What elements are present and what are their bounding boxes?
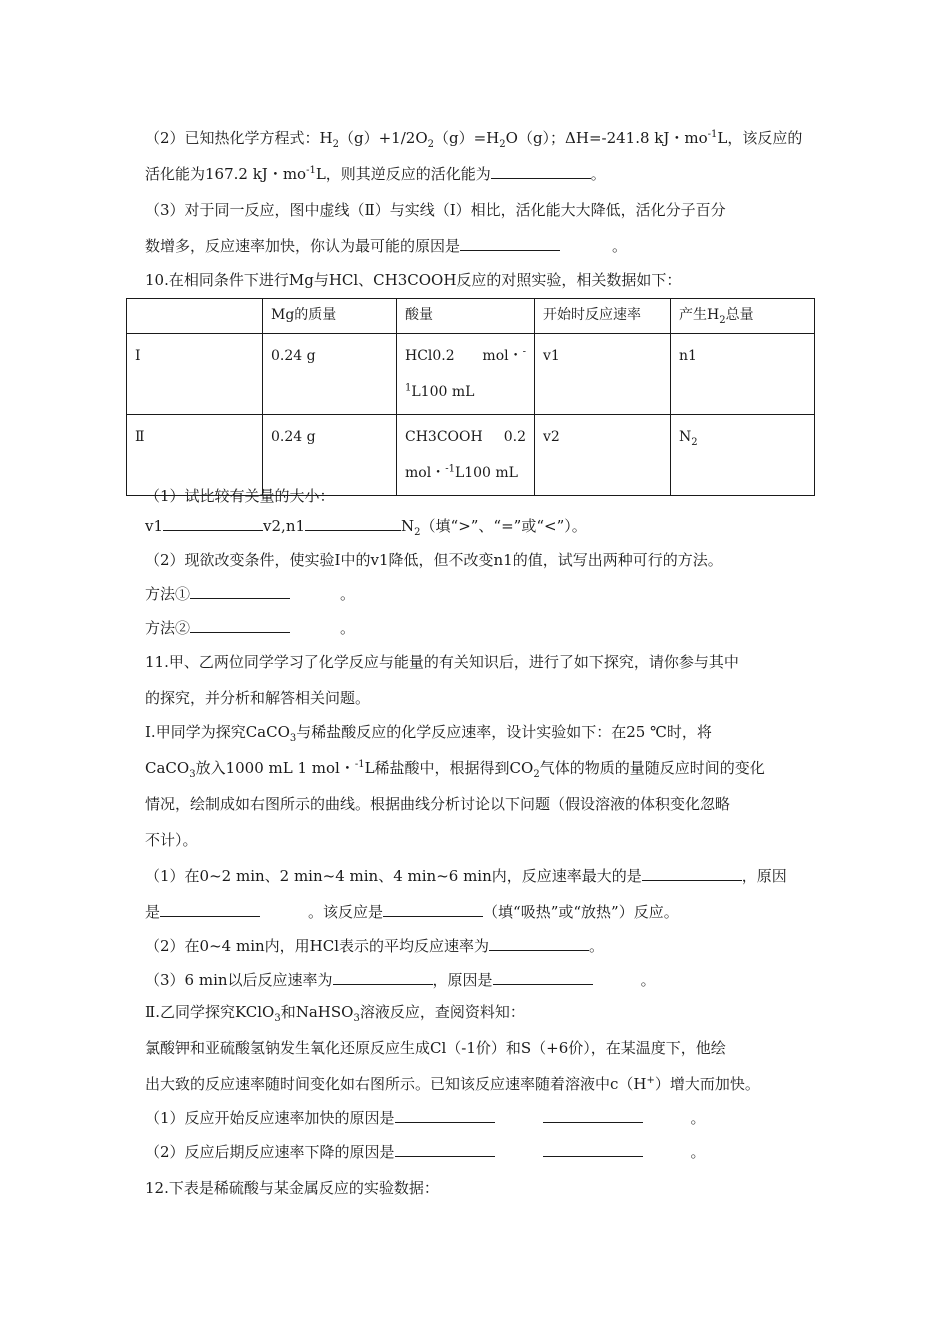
table-row <box>127 415 815 496</box>
q9-part3-line1: （3）对于同一反应，图中虚线（Ⅱ）与实线（Ⅰ）相比，活化能大大降低，活化分子百分 <box>145 201 726 219</box>
table-cell: CH3COOH 0.2 mol・$^{-1}$L100 mL <box>397 415 535 496</box>
table-cell: HCl0.2 mol・- $^1$L100 mL <box>397 334 535 415</box>
q11-II-line1: Ⅱ.乙同学探究KClO$_3$和NaHSO$_3$溶液反应，查阅资料知： <box>145 1003 525 1024</box>
table-cell: Ⅰ <box>127 334 263 415</box>
table-header-cell <box>127 299 263 334</box>
q10-title: 10.在相同条件下进行Mg与HCl、CH3COOH反应的对照实验，相关数据如下： <box>145 271 682 289</box>
q10-method1: 方法① 。 <box>145 585 356 603</box>
table-header-cell: 产生$H_2$总量 <box>671 299 815 334</box>
answer-blank[interactable] <box>383 902 483 917</box>
table-header-row <box>127 299 815 334</box>
q11-title-line2: 的探究，并分析和解答相关问题。 <box>145 689 371 707</box>
table-cell: v2 <box>535 415 671 496</box>
q10-method2: 方法② 。 <box>145 619 356 637</box>
q11-II-line3: 出大致的反应速率随时间变化如右图所示。已知该反应速率随着溶液中c（H+）增大而加快。 <box>145 1075 760 1093</box>
q10-part1: （1）试比较有关量的大小： <box>145 487 335 505</box>
answer-blank[interactable] <box>190 584 290 599</box>
q11-I-q1-line1: （1）在0~2 min、2 min~4 min、4 min~6 min内，反应速率最大的是 ，原因 <box>145 867 787 885</box>
answer-blank[interactable] <box>160 902 260 917</box>
answer-blank[interactable] <box>543 1142 643 1157</box>
answer-blank[interactable] <box>642 866 742 881</box>
answer-blank[interactable] <box>489 936 589 951</box>
q11-I-line1: Ⅰ.甲同学为探究CaCO$_3$与稀盐酸反应的化学反应速率，设计实验如下：在25 ℃时，将 <box>145 723 712 744</box>
table-cell: $N_2$ <box>671 415 815 496</box>
answer-blank[interactable] <box>543 1108 643 1123</box>
q11-I-q3: （3）6 min以后反应速率为 ，原因是 。 <box>145 971 656 989</box>
answer-blank[interactable] <box>491 164 591 179</box>
table-row <box>127 334 815 415</box>
table-cell: n1 <box>671 334 815 415</box>
q11-I-line2: CaCO$_3$放入1000 mL 1 mol・$^{-1}$L稀盐酸中，根据得到$CO_2$气体的物质的量随反应时间的变化 <box>145 759 765 780</box>
answer-blank[interactable] <box>395 1108 495 1123</box>
answer-blank[interactable] <box>163 516 263 531</box>
q11-I-q2: （2）在0~4 min内，用HCl表示的平均反应速率为 。 <box>145 937 605 955</box>
answer-blank[interactable] <box>395 1142 495 1157</box>
answer-blank[interactable] <box>190 618 290 633</box>
q11-I-line4: 不计）。 <box>145 831 198 849</box>
q10-data-table <box>126 298 815 496</box>
table-cell: Ⅱ <box>127 415 263 496</box>
q11-title-line1: 11.甲、乙两位同学学习了化学反应与能量的有关知识后，进行了如下探究，请你参与其中 <box>145 653 739 671</box>
answer-blank[interactable] <box>305 516 401 531</box>
q11-I-line3: 情况，绘制成如右图所示的曲线。根据曲线分析讨论以下问题（假设溶液的体积变化忽略 <box>145 795 731 813</box>
table-cell: 0.24 g <box>263 334 397 415</box>
answer-blank[interactable] <box>460 236 560 251</box>
q12-title: 12.下表是稀硫酸与某金属反应的实验数据： <box>145 1179 439 1197</box>
q10-part2: （2）现欲改变条件，使实验Ⅰ中的v1降低，但不改变n1的值，试写出两种可行的方法。 <box>145 551 723 569</box>
q9-part2-line2: 活化能为167.2 kJ・$mo^{-1}L$，则其逆反应的活化能为 。 <box>145 165 606 183</box>
table-cell: v1 <box>535 334 671 415</box>
q11-II-q2: （2）反应后期反应速率下降的原因是 。 <box>145 1143 706 1161</box>
answer-blank[interactable] <box>333 970 433 985</box>
q11-II-line2: 氯酸钾和亚硫酸氢钠发生氧化还原反应生成Cl（-1价）和S（+6价），在某温度下，他绘 <box>145 1039 726 1057</box>
q10-part1-answer: v1 v2,n1 $N_2$（填“>”、“=”或“<”）。 <box>145 517 587 538</box>
q11-II-q1: （1）反应开始反应速率加快的原因是 。 <box>145 1109 706 1127</box>
q11-I-q1-line2: 是 。该反应是 （填“吸热”或“放热”）反应。 <box>145 903 679 921</box>
table-cell: 0.24 g <box>263 415 397 496</box>
table-header-cell: Mg的质量 <box>263 299 397 334</box>
table-header-cell: 酸量 <box>397 299 535 334</box>
q9-part2-line1: （2）已知热化学方程式：$H_2(g)+1/2O_2(g)=H_2O(g)$；ΔH=-241.8 kJ・$mo^{-1}L$，该反应的 <box>145 129 803 150</box>
table-header-cell: 开始时反应速率 <box>535 299 671 334</box>
answer-blank[interactable] <box>493 970 593 985</box>
q9-part3-line2: 数增多，反应速率加快，你认为最可能的原因是 。 <box>145 237 628 255</box>
